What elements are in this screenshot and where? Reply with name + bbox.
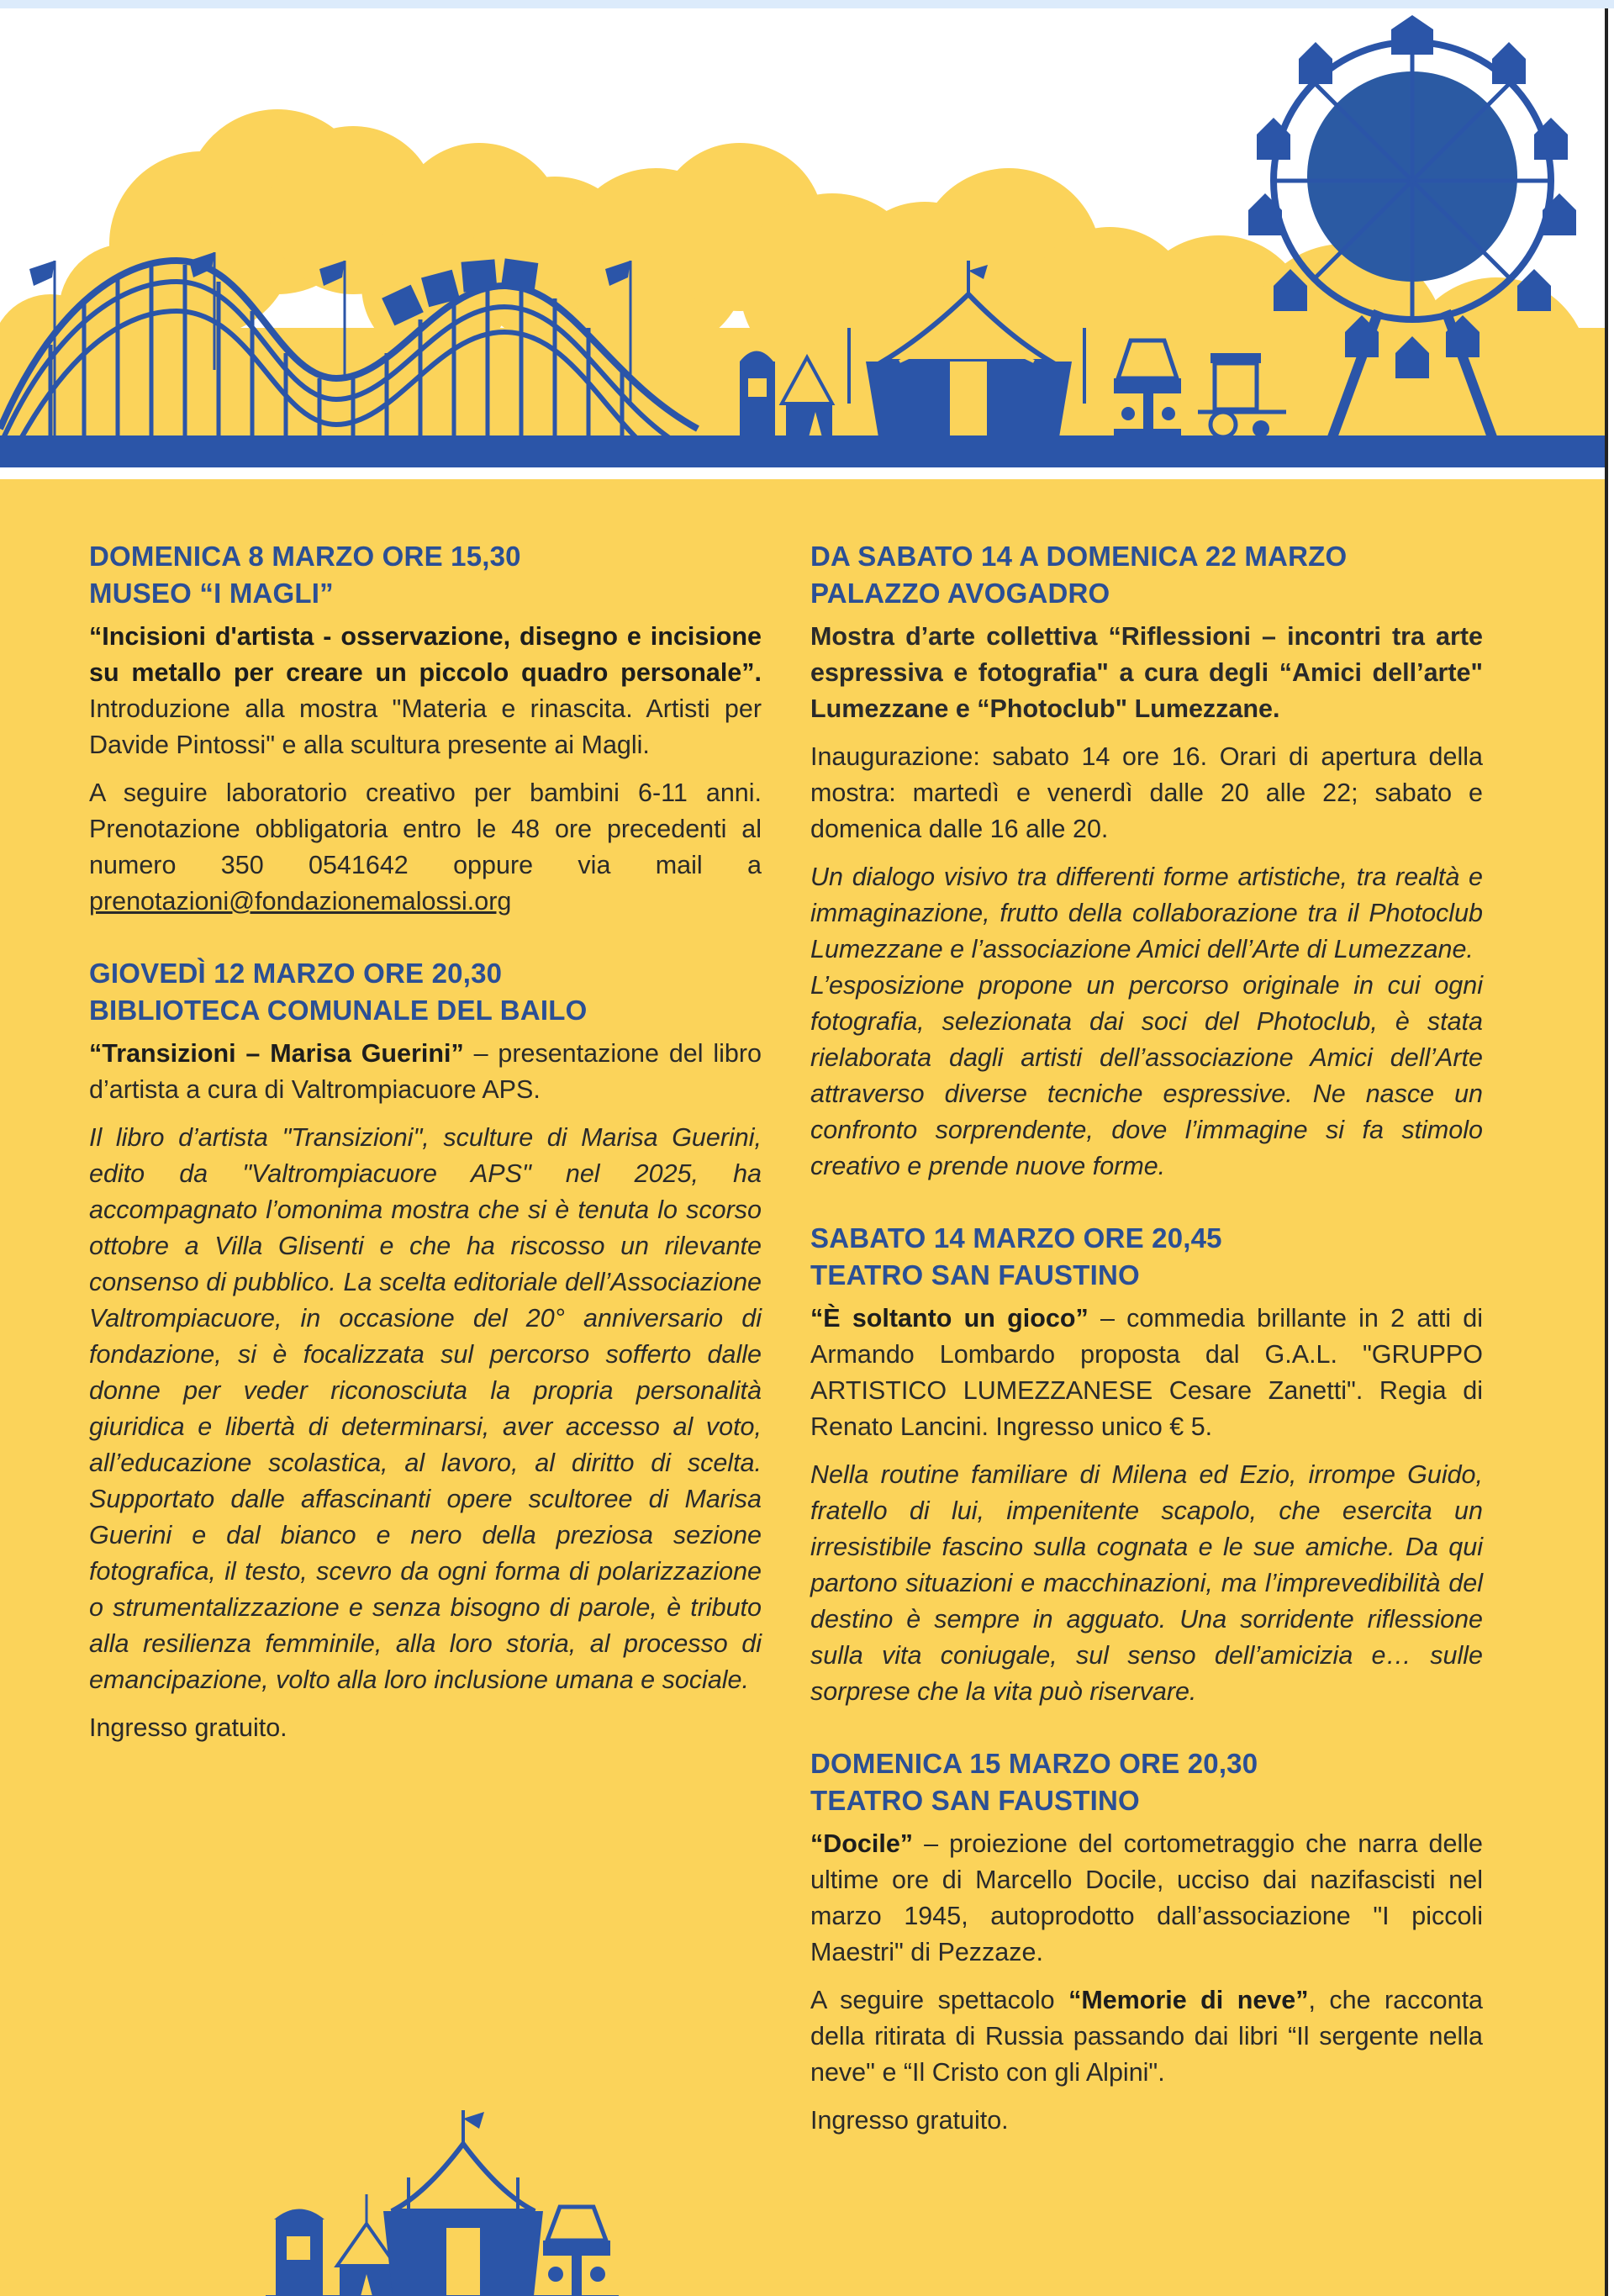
event-note xyxy=(89,775,762,920)
event-intro: – commedia brillante in 2 atti di Armando Lombardo proposta dal G.A.L. "GRUPPO ARTISTICO LUMEZZANESE Cesare Zanetti". Regia di Renato Lancini. Ingresso unico € 5. xyxy=(810,1304,1483,1441)
right-column xyxy=(810,538,1483,2174)
event-venue: BIBLIOTECA COMUNALE DEL BAILO xyxy=(89,995,588,1026)
fairground-tents-illustration xyxy=(266,2001,627,2296)
left-column xyxy=(89,538,762,1781)
follow-suffix: , che racconta della ritirata di Russia passando dai libri “Il sergente nella neve" e “Il Cristo con gli Alpini". xyxy=(810,1986,1484,2087)
event-item xyxy=(89,955,762,1746)
event-title: “Docile” xyxy=(810,1829,914,1858)
hero-illustration xyxy=(0,8,1605,479)
follow-prefix: A seguire spettacolo xyxy=(810,1986,1069,2014)
event-description xyxy=(89,619,762,763)
event-date: DOMENICA 15 MARZO ORE 20,30 xyxy=(810,1748,1258,1779)
event-description xyxy=(810,1826,1483,1971)
event-item xyxy=(810,1220,1483,1710)
event-intro: – proiezione del cortometraggio che narra delle ultime ore di Marcello Docile, ucciso dai nazifascisti nel marzo 1945, autoprodotto dall’associazione "I piccoli Maestri" di Pezzaze. xyxy=(810,1829,1483,1966)
event-title: “Incisioni d'artista - osservazione, disegno e incisione su metallo per creare un piccolo quadro personale”. xyxy=(89,622,762,687)
event-intro: – presentazione del libro d’artista a cura di Valtrompiacuore APS. xyxy=(89,1039,762,1104)
booth-icon xyxy=(274,2209,324,2296)
event-item xyxy=(810,1745,1483,2139)
event-long-description: Nella routine familiare di Milena ed Ezio, irrompe Guido, fratello di lui, impenitente scapolo, che esercita un irresistibile fascino sulla cognata e le sue amiche. Da qui partono situazioni e macchinazioni, ma l’imprevedibilità del destino è sempre in agguato. Una sorridente riflessione sulla vita coniugale, sul senso dell’amicizia e… sulle sorprese che la vita può riservare. xyxy=(810,1460,1483,1706)
event-title: “Transizioni – Marisa Guerini” xyxy=(89,1039,464,1068)
event-venue: PALAZZO AVOGADRO xyxy=(810,578,1110,609)
booking-note: A seguire laboratorio creativo per bambini 6-11 anni. Prenotazione obbligatoria entro le 48 ore precedenti al numero 350 0541642 oppure via mail a xyxy=(89,779,762,879)
event-venue: MUSEO “I MAGLI” xyxy=(89,578,334,609)
flyer-page xyxy=(0,8,1608,2296)
circus-tent-icon xyxy=(383,2110,543,2296)
event-date: DOMENICA 8 MARZO ORE 15,30 xyxy=(89,541,521,572)
fairground-skyline-illustration xyxy=(0,8,1605,479)
event-item xyxy=(810,538,1483,1185)
event-description xyxy=(810,1301,1483,1445)
event-title: “È soltanto un gioco” xyxy=(810,1304,1089,1333)
ticket-booth-icon xyxy=(740,351,775,438)
carousel-icon xyxy=(543,2207,610,2296)
event-follow-up xyxy=(810,1982,1483,2091)
event-title: Mostra d’arte collettiva “Riflessioni – incontri tra arte espressiva e fotografia" a cura degli “Amici dell’arte" Lumezzane e “Photoclub" Lumezzane. xyxy=(810,622,1483,723)
top-strip xyxy=(0,0,1614,8)
event-description xyxy=(89,1036,762,1108)
events-section xyxy=(0,479,1605,2296)
event-intro: Introduzione alla mostra "Materia e rinascita. Artisti per Davide Pintossi" e alla scultura presente ai Magli. xyxy=(89,694,762,759)
follow-title: “Memorie di neve” xyxy=(1068,1986,1309,2014)
event-entry: Ingresso gratuito. xyxy=(810,2106,1009,2135)
event-long-description: Il libro d’artista "Transizioni", sculture di Marisa Guerini, edito da "Valtrompiacuore APS" nel 2025, ha accompagnato l’omonima mostra che si è tenuta lo scorso ottobre a Villa Glisenti e che ha riscosso un rilevante consenso di pubblico. La scelta editoriale dell’Associazione Valtrompiacuore, in occasione del 20° anniversario di fondazione, si è focalizzata sul percorso sofferto dalle donne per veder riconosciuta la propria personalità giuridica e libertà di determinarsi, aver accesso al voto, all’educazione scolastica, al lavoro, al diritto di scelta. Supportato dalle affascinanti opere scultoree di Marisa Guerini e dal bianco e nero della preziosa sezione fotografica, il testo, scevro da ogni forma di polarizzazione o strumentalizzazione e senza bisogno di parole, è tributo alla resilienza femminile, alla loro storia, al processo di emancipazione, volto alla loro inclusione umana e sociale. xyxy=(89,1123,762,1694)
booking-email-link[interactable]: prenotazioni@fondazionemalossi.org xyxy=(89,887,512,916)
event-entry: Ingresso gratuito. xyxy=(89,1713,287,1742)
event-item xyxy=(89,538,762,920)
event-long-description: L’esposizione propone un percorso originale in cui ogni fotografia, selezionata dai soci del Photoclub, è stata rielaborata dagli artisti dell’associazione Amici dell’Arte attraverso diverse tecniche espressive. Ne nasce un confronto sorprendente, dove l’immagine si fa stimolo creativo e prende nuove forme. xyxy=(810,971,1483,1180)
event-date: SABATO 14 MARZO ORE 20,45 xyxy=(810,1222,1222,1254)
footer-illustration xyxy=(266,2001,627,2296)
ground-band xyxy=(0,435,1605,467)
event-date: DA SABATO 14 A DOMENICA 22 MARZO xyxy=(810,541,1348,572)
event-venue: TEATRO SAN FAUSTINO xyxy=(810,1785,1140,1816)
event-date: GIOVEDÌ 12 MARZO ORE 20,30 xyxy=(89,958,503,989)
event-long-description: Un dialogo visivo tra differenti forme artistiche, tra realtà e immaginazione, frutto della collaborazione tra il Photoclub Lumezzane e l’associazione Amici dell’Arte di Lumezzane. xyxy=(810,863,1483,963)
event-venue: TEATRO SAN FAUSTINO xyxy=(810,1259,1140,1291)
event-hours: Inaugurazione: sabato 14 ore 16. Orari di apertura della mostra: martedì e venerdì dalle 20 alle 22; sabato e domenica dalle 16 alle 20. xyxy=(810,742,1483,843)
